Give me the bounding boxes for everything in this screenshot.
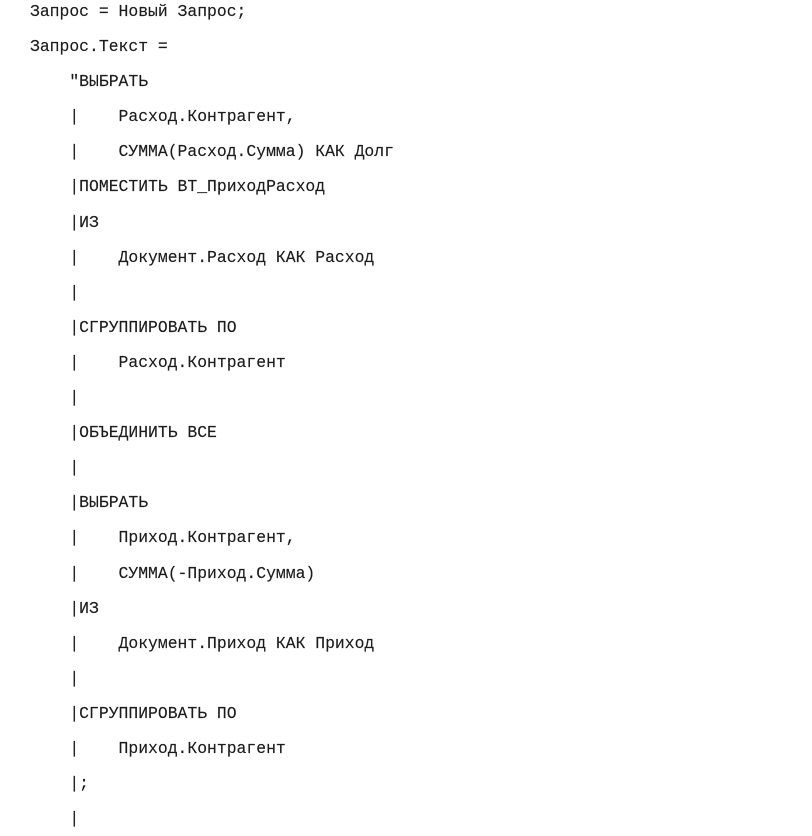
code-line: Запрос = Новый Запрос; [30, 2, 247, 21]
code-line: | Документ.Приход КАК Приход [30, 633, 375, 653]
code-line: | [30, 458, 80, 478]
code-line: | Документ.Расход КАК Расход [30, 247, 375, 267]
code-line: | СУММА(-Приход.Сумма) [30, 563, 316, 583]
code-line: |ПОМЕСТИТЬ ВТ_ПриходРасход [30, 177, 326, 197]
code-line: |; [30, 774, 90, 794]
code-line: |ИЗ [30, 212, 99, 232]
code-listing [30, 0, 394, 836]
code-line: | Приход.Контрагент [30, 738, 286, 758]
code-line: | Расход.Контрагент, [30, 107, 296, 127]
code-line: | [30, 809, 80, 829]
code-line: |СГРУППИРОВАТЬ ПО [30, 317, 237, 337]
code-line: |ОБЪЕДИНИТЬ ВСЕ [30, 423, 217, 443]
code-line: Запрос.Текст = [30, 37, 168, 57]
code-line: |ВЫБРАТЬ [30, 493, 149, 513]
code-line: | Расход.Контрагент [30, 352, 286, 372]
code-line: | СУММА(Расход.Сумма) КАК Долг [30, 142, 394, 162]
code-line: | Приход.Контрагент, [30, 528, 296, 548]
code-line: | [30, 388, 80, 408]
code-line: |СГРУППИРОВАТЬ ПО [30, 703, 237, 723]
code-line: | [30, 668, 80, 688]
code-line: | [30, 282, 80, 302]
code-line: |ИЗ [30, 598, 99, 618]
code-line: "ВЫБРАТЬ [30, 72, 149, 92]
